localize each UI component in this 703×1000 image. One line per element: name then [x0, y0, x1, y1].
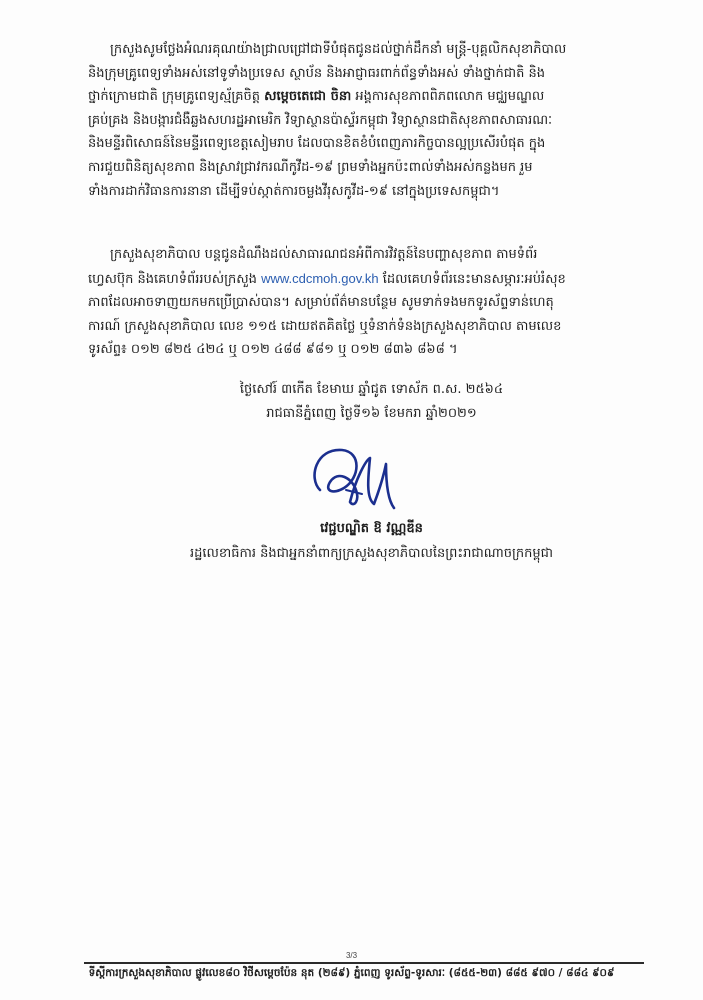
paragraph-line: ថ្នាក់ក្រោមជាតិ ក្រុមគ្រូពេទ្យស្ម័គ្រចិត្ត [88, 89, 265, 105]
paragraph-line: គ្រប់គ្រង និងបង្ការជំងឺឆ្លងសហរដ្ឋអាមេរិក វិទ្យាស្ថានប៉ាស្ទ័រកម្ពុជា វិទ្យាស្ថានជាតិសុខភាពសាធារណៈ [88, 112, 553, 128]
paragraph-line: ភាពដែលអាចទាញយកមកប្រើប្រាស់បាន។ សម្រាប់ព័ត៌មានបន្ថែម សូមទាក់ទងមកទូរស័ព្ទទាន់ហេតុ [88, 295, 554, 311]
information-paragraph [88, 243, 648, 362]
paragraph-line: ក្រសួងសូមថ្លែងអំណរគុណយ៉ាងជ្រាលជ្រៅជាទីបំផុតជូនដល់ថ្នាក់ដឹកនាំ មន្ត្រី-បុគ្គលិកសុខាភិបាល [110, 42, 567, 57]
footer-divider [84, 962, 644, 964]
signatory-title: រដ្ឋលេខាធិការ និងជាអ្នកនាំពាក្យក្រសួងសុខាភិបាលនៃព្រះរាជាណាចក្រកម្ពុជា [189, 546, 554, 561]
volunteer-team-name: សម្តេចតេជោ ចិនា [264, 89, 352, 105]
paragraph-line: និងមន្ទីរពិសោធន៍នៃមន្ទីរពេទ្យខេត្តសៀមរាប ដែលបានខិតខំបំពេញភារកិច្ចបានល្អប្រសើរបំផុត ក្នុង [88, 136, 546, 152]
footer-address: ទីស្តីការក្រសួងសុខាភិបាល ផ្លូវលេខ៨០ វិថីសម្តេចប៉ែន នុត (២៨៩) ភ្នំពេញ ទូរស័ព្ទ-ទូរសារៈ (៨៥៥-២៣) ៨៨៥ ៩៧០ / ៨៨៤ ៩០៩ [88, 967, 615, 979]
paragraph-line: ទាំងការដាក់វិធានការនានា ដើម្បីទប់ស្កាត់ការចម្លងវីរុសកូវីដ-១៩ នៅក្នុងប្រទេសកម្ពុជា។ [88, 183, 500, 199]
acknowledgement-paragraph [88, 38, 648, 203]
signatory-name: វេជ្ជបណ្ឌិត ឱ វណ្ណឌីន [320, 521, 423, 536]
paragraph-line: ការជួយពិនិត្យសុខភាព និងស្រាវជ្រាវករណីកូវីដ-១៩ ព្រមទាំងអ្នកប៉ះពាល់ទាំងអស់កន្លងមក រួម [88, 159, 533, 175]
solar-date-location: រាជធានីភ្នំពេញ ថ្ងៃទី១៦ ខែមករា ឆ្នាំ២០២១ [266, 406, 477, 421]
paragraph-line: ក្រសួងសុខាភិបាល បន្តជូនដំណឹងដល់សាធារណជនអំពីការវិវត្តន៍នៃបញ្ហាសុខភាព តាមទំព័រ [110, 247, 538, 262]
paragraph-line: ហ្វេសប៊ុក និងគេហទំព័ររបស់ក្រសួង [88, 271, 262, 287]
lunar-date: ថ្ងៃសៅរ៍ ៣កើត ខែមាឃ ឆ្នាំជូត ទោស័ក ព.ស. ២៥៦៤ [239, 382, 504, 397]
page-number: 3/3 [345, 951, 358, 960]
paragraph-line: ទូរស័ព្ទ៖ ០១២ ៨២៥ ៤២៤ ឬ ០១២ ៤៨៨ ៩៨១ ឬ ០១២ ៨៣៦ ៨៦៨ ។ [88, 342, 458, 358]
paragraph-line: ការណ៍ ក្រសួងសុខាភិបាល លេខ ១១៥ ដោយឥតគិតថ្លៃ ឬទំនាក់ទំនងក្រសួងសុខាភិបាល តាមលេខ [88, 318, 562, 334]
paragraph-line: និងក្រុមគ្រូពេទ្យទាំងអស់នៅទូទាំងប្រទេស ស្ថាប័ន និងអាជ្ញាធរពាក់ព័ន្ធទាំងអស់ ទាំងថ្នាក់ជាតិ និង [88, 65, 545, 81]
website-link[interactable]: www.cdcmoh.gov.kh [261, 270, 379, 286]
signature-image [300, 438, 420, 516]
paragraph-line: អង្គការសុខភាពពិភពលោក មជ្ឈមណ្ឌល [351, 89, 545, 105]
paragraph-line: ដែលគេហទំព័រនេះមានសម្ភារៈអប់រំសុខ [378, 271, 566, 287]
